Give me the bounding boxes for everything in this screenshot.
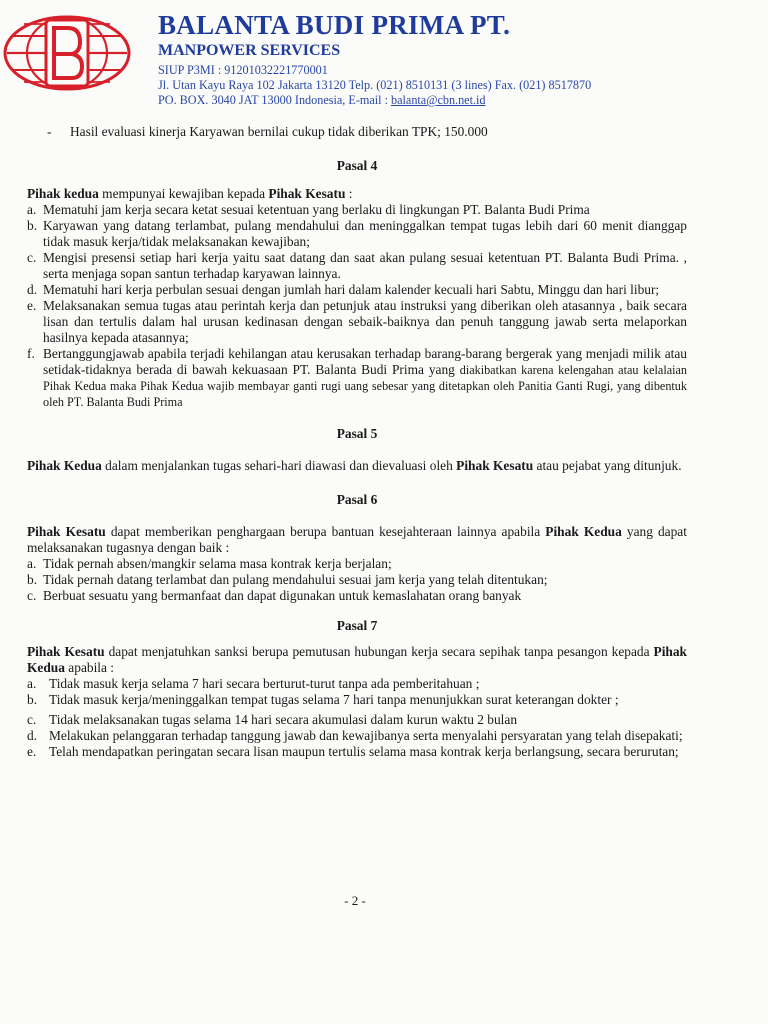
pasal4-lead-end: : <box>345 186 353 201</box>
pasal4-item-a <box>27 202 687 218</box>
party-bold: Pihak Kesatu <box>27 524 106 539</box>
list-marker: b. <box>27 572 38 587</box>
list-item-text: Bertanggungjawab apabila terjadi kehilangan atau kerusakan terhadap barang-barang bergerak yang menjadi milik atau setidak-tidaknya berada di bawah kekuasaan PT. Balanta Budi Prima yang <box>43 346 687 377</box>
pasal5-mid: dalam menjalankan tugas sehari-hari diawasi dan dievaluasi oleh <box>101 458 457 473</box>
company-name: BALANTA BUDI PRIMA PT. <box>158 10 511 40</box>
pasal7-item-e <box>27 744 687 760</box>
email-link[interactable]: balanta@cbn.net.id <box>391 93 486 107</box>
party-bold: Pihak Kesatu <box>27 644 105 659</box>
pasal4-item-c <box>27 250 687 282</box>
pasal5-text <box>27 458 687 474</box>
list-marker: a. <box>27 202 37 217</box>
list-item-text: Tidak masuk kerja selama 7 hari secara berturut-turut tanpa ada pemberitahuan ; <box>49 676 480 691</box>
pasal7-item-c <box>27 712 687 728</box>
company-service: MANPOWER SERVICES <box>158 42 341 59</box>
pasal4-item-b <box>27 218 687 250</box>
pasal4-lead-bold2: Pihak Kesatu <box>268 186 346 201</box>
pasal4-item-e <box>27 298 687 346</box>
list-marker: b. <box>27 692 38 707</box>
page-number: - 2 - <box>344 893 366 908</box>
pasal6-item-b <box>27 572 687 588</box>
pasal7-end: apabila : <box>64 660 115 675</box>
intro-text: Hasil evaluasi kinerja Karyawan bernilai cukup tidak diberikan TPK; 150.000 <box>70 124 488 139</box>
list-item-text: Karyawan yang datang terlambat, pulang mendahului dan meninggalkan tempat tugas lebih dari 60 menit dianggap tidak masuk kerja/tidak melaksanakan kewajiban; <box>43 218 687 249</box>
pasal6-heading: Pasal 6 <box>336 492 378 507</box>
party-bold: Pihak Kedua <box>27 644 688 675</box>
list-item-text: Mematuhi hari kerja perbulan sesuai dengan jumlah hari dalam kalender kecuali hari Sabtu, Minggu dan hari libur; <box>43 282 660 297</box>
siup-number: SIUP P3MI : 91201032221770001 <box>158 63 328 77</box>
pasal4-item-d <box>27 282 687 298</box>
pobox-text: PO. BOX. 3040 JAT 13000 Indonesia, E-mail : <box>158 93 392 107</box>
company-logo-globe-icon <box>2 14 132 92</box>
list-item-text: Telah mendapatkan peringatan secara lisan maupun tertulis selama masa kontrak kerja berlangsung, secara berurutan; <box>49 744 679 759</box>
list-item-text: Tidak pernah datang terlambat dan pulang mendahului sesuai jam kerja yang telah ditentukan; <box>43 572 548 587</box>
pasal4-heading: Pasal 4 <box>336 158 378 173</box>
pasal7-item-d <box>27 728 687 744</box>
list-item-continuation: diakibatkan karena kelengahan atau kelalaian Pihak Kedua maka Pihak Kedua wajib membayar ganti rugi uang sebesar yang ditetapkan oleh Panitia Ganti Rugi, yang dibentuk oleh PT. Balanta Budi Prima <box>43 363 688 409</box>
pasal6-end: yang dapat melaksanakan tugasnya dengan baik : <box>27 524 687 555</box>
list-marker: e. <box>27 298 37 313</box>
list-item-text: Mematuhi jam kerja secara ketat sesuai ketentuan yang berlaku di lingkungan PT. Balanta Budi Prima <box>43 202 590 217</box>
pasal7-item-a <box>27 676 687 692</box>
company-address: Jl. Utan Kayu Raya 102 Jakarta 13120 Telp. (021) 8510131 (3 lines) Fax. (021) 8517870 <box>158 78 592 92</box>
pasal7-item-b <box>27 692 687 708</box>
list-item-text: Melaksanakan semua tugas atau perintah kerja dan petunjuk atau instruksi yang diberikan oleh atasannya , baik secara lisan dan tertulis dalam hal urusan kedinasan dengan sebaik-baiknya dan penuh tanggung jawab serta melaporkan hasilnya kepada atasannya; <box>43 298 687 345</box>
list-marker: c. <box>27 712 37 727</box>
list-marker: a. <box>27 676 37 691</box>
list-item-text: Mengisi presensi setiap hari kerja yaitu saat datang dan saat akan pulang sesuai ketentuan PT. Balanta Budi Prima. , serta menjaga sopan santun terhadap karyawan lainnya. <box>43 250 687 281</box>
list-marker: e. <box>27 744 37 759</box>
list-marker: a. <box>27 556 37 571</box>
pasal6-item-a <box>27 556 687 572</box>
pasal5-heading: Pasal 5 <box>336 426 378 441</box>
pasal7-mid: dapat menjatuhkan sanksi berupa pemutusan hubungan kerja secara sepihak tanpa pesangon kepada <box>104 644 654 659</box>
list-item-text: Berbuat sesuatu yang bermanfaat dan dapat digunakan untuk kemaslahatan orang banyak <box>43 588 522 603</box>
list-item-text: Melakukan pelanggaran terhadap tanggung jawab dan kewajibanya serta menyalahi persyaratan yang telah disepakati; <box>49 728 683 743</box>
pasal4-lead-bold1: Pihak kedua <box>27 186 99 201</box>
pasal7-heading: Pasal 7 <box>336 618 378 633</box>
pasal4-item-f <box>27 346 687 410</box>
party-bold: Pihak Kesatu <box>456 458 534 473</box>
pasal6-item-c <box>27 588 687 604</box>
document-body <box>27 124 687 760</box>
list-marker: b. <box>27 218 38 233</box>
intro-line <box>27 124 687 140</box>
party-bold: Pihak Kedua <box>27 458 102 473</box>
list-marker: c. <box>27 250 37 265</box>
pobox-line <box>158 93 486 108</box>
list-marker: f. <box>27 346 35 361</box>
pasal7-lead <box>27 644 687 676</box>
pasal6-lead <box>27 524 687 556</box>
list-marker: c. <box>27 588 37 603</box>
list-item-text: Tidak masuk kerja/meninggalkan tempat tugas selama 7 hari tanpa menunjukkan surat keterangan dokter ; <box>49 692 619 707</box>
pasal4-lead <box>27 186 687 202</box>
pasal6-mid: dapat memberikan penghargaan berupa bantuan kesejahteraan lainnya apabila <box>105 524 546 539</box>
list-item-text: Tidak melaksanakan tugas selama 14 hari secara akumulasi dalam kurun waktu 2 bulan <box>49 712 518 727</box>
pasal5-end: atau pejabat yang ditunjuk. <box>533 458 682 473</box>
dash-marker: - <box>47 124 52 139</box>
list-marker: d. <box>27 728 38 743</box>
party-bold: Pihak Kedua <box>545 524 622 539</box>
list-marker: d. <box>27 282 38 297</box>
list-item-text: Tidak pernah absen/mangkir selama masa kontrak kerja berjalan; <box>43 556 392 571</box>
letterhead <box>0 0 768 115</box>
pasal4-lead-mid: mempunyai kewajiban kepada <box>98 186 269 201</box>
